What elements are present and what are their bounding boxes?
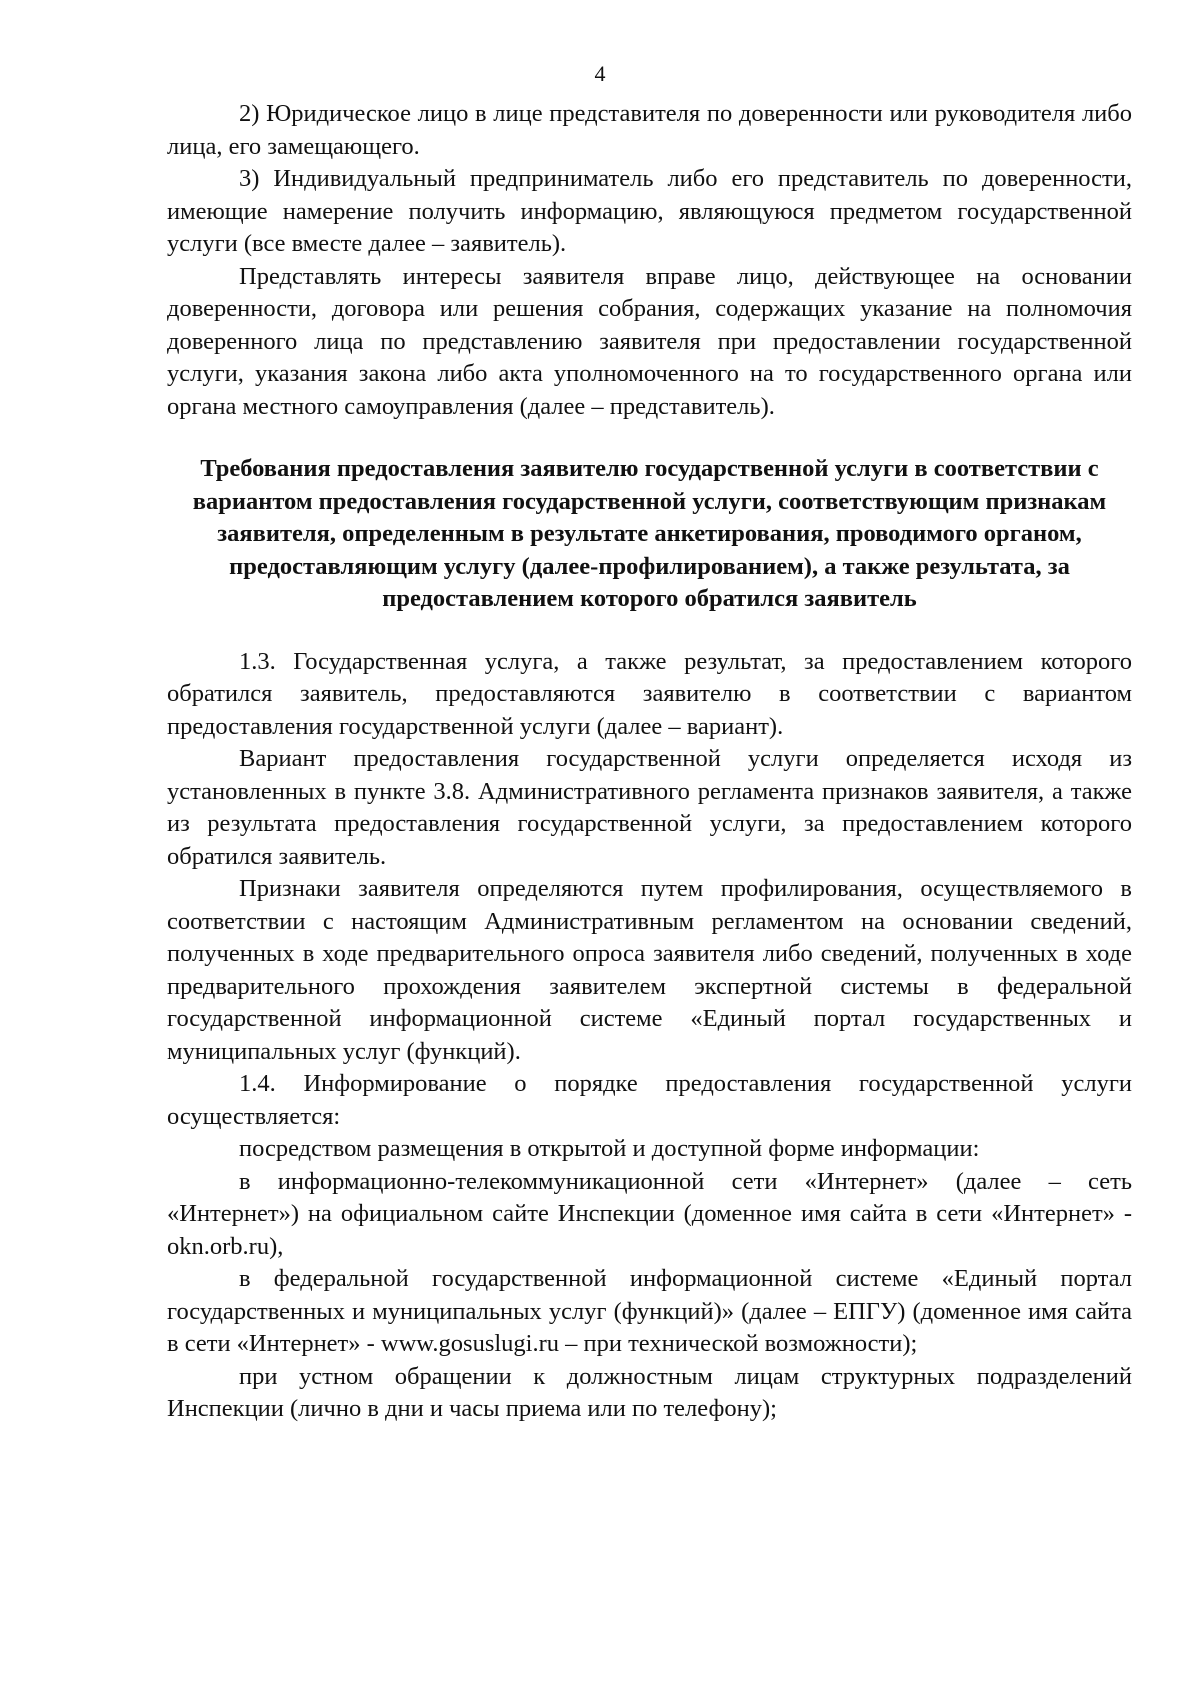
paragraph-internet-site: в информационно-телекоммуникационной сети «Интернет» (далее – сеть «Интернет») на официальном сайте Инспекции (доменное имя сайта в сети «Интернет» - okn.orb.ru), (167, 1167, 1132, 1260)
paragraph-individual-entrepreneur: 3) Индивидуальный предприниматель либо его представитель по доверенности, имеющие намерение получить информацию, являющуюся предметом государственной услуги (все вместе далее – заявитель). (167, 165, 1132, 257)
paragraph-1-3: 1.3. Государственная услуга, а также результат, за предоставлением которого обратился заявитель, предоставляются заявителю в соответствии с вариантом предоставления государственной услуги (далее – вариант). (167, 647, 1132, 740)
paragraph-oral-request: при устном обращении к должностным лицам структурных подразделений Инспекции (лично в дни и часы приема или по телефону); (167, 1362, 1132, 1422)
paragraph-applicant-features: Признаки заявителя определяются путем профилирования, осуществляемого в соответствии с настоящим Административным регламентом на основании сведений, полученных в ходе предварительного опроса заявителя либо сведений, полученных в ходе предварительного прохождения заявителем экспертной системы в федеральной государственной информационной системе «Единый портал государственных и муниципальных услуг (функций). (167, 875, 1132, 1065)
page-number: 4 (594, 61, 606, 86)
paragraph-variant: Вариант предоставления государственной услуги определяется исходя из установленных в пункте 3.8. Административного регламента признаков заявителя, а также из результата предоставления государственной услуги, за предоставлением которого обратился заявитель. (167, 745, 1132, 870)
paragraph-open-form: посредством размещения в открытой и доступной форме информации: (239, 1135, 980, 1162)
paragraph-epgu: в федеральной государственной информационной системе «Единый портал государственных и муниципальных услуг (функций)» (далее – ЕПГУ) (доменное имя сайта в сети «Интернет» - www.gosuslugi.ru – при технической возможности); (167, 1265, 1132, 1357)
paragraph-representative: Представлять интересы заявителя вправе лицо, действующее на основании доверенности, договора или решения собрания, содержащих указание на полномочия доверенного лица по представлению заявителя при предоставлении государственной услуги, указания закона либо акта уполномоченного на то государственного органа или органа местного самоуправления (далее – представитель). (167, 262, 1132, 420)
paragraph-legal-entity: 2) Юридическое лицо в лице представителя по доверенности или руководителя либо лица, его замещающего. (167, 100, 1132, 160)
document-body (167, 98, 1132, 1426)
section-heading: Требования предоставления заявителю государственной услуги в соответствии с вариантом предоставления государственной услуги, соответствующим признакам заявителя, определенным в результате анкетирования, проводимого органом, предоставляющим услугу (далее-профилированием), а также результата, за предоставлением которого обратился заявитель (192, 455, 1107, 612)
paragraph-1-4: 1.4. Информирование о порядке предоставления государственной услуги осуществляется: (167, 1070, 1132, 1130)
